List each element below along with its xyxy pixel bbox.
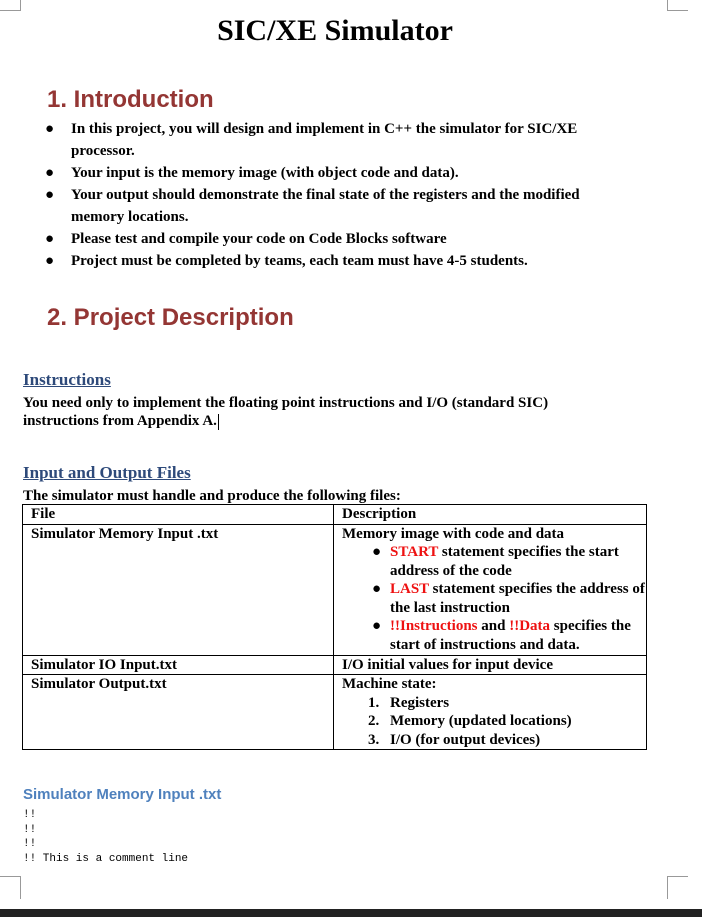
table-header-description: Description bbox=[334, 505, 647, 525]
introduction-bullets bbox=[45, 118, 635, 272]
project-description-heading: 2. Project Description bbox=[47, 304, 294, 331]
instructions-text: You need only to implement the floating point instructions and I/O (standard SIC) instructions from Appendix A. bbox=[23, 395, 549, 429]
list-item: ● !!Instructions and !!Data specifies the start of instructions and data. bbox=[372, 618, 631, 653]
crop-mark-bottom-right bbox=[667, 876, 688, 899]
description-text: Machine state: bbox=[342, 676, 437, 692]
bullet-icon: ● bbox=[45, 253, 55, 269]
table-row bbox=[23, 655, 647, 675]
list-item: ● Please test and compile your code on Code Blocks software bbox=[45, 228, 635, 250]
list-item: ● START statement specifies the start address of the code bbox=[372, 544, 619, 579]
crop-mark-top-left bbox=[0, 0, 21, 11]
document-title: SIC/XE Simulator bbox=[217, 14, 453, 47]
code-line: !! bbox=[23, 838, 37, 850]
table-cell-description bbox=[334, 675, 647, 750]
description-list bbox=[342, 543, 646, 654]
bullet-icon: ● bbox=[45, 121, 55, 137]
list-item: ● LAST statement specifies the address of the last instruction bbox=[372, 581, 645, 616]
table-cell-description: I/O initial values for input device bbox=[334, 655, 647, 675]
description-numbered-list bbox=[342, 694, 646, 750]
bullet-icon: ● bbox=[372, 581, 382, 597]
description-text: Memory image with code and data bbox=[342, 525, 565, 542]
list-item: ● Project must be completed by teams, each team must have 4-5 students. bbox=[45, 250, 635, 272]
list-item: 3. I/O (for output devices) bbox=[368, 731, 541, 748]
memory-input-heading: Simulator Memory Input .txt bbox=[23, 786, 222, 803]
instructions-heading: Instructions bbox=[23, 370, 111, 389]
table-header-file: File bbox=[23, 505, 334, 525]
list-item: 2. Memory (updated locations) bbox=[368, 713, 572, 729]
bullet-icon: ● bbox=[45, 187, 55, 203]
table-cell-description bbox=[334, 524, 647, 655]
bottom-bar bbox=[0, 909, 702, 917]
bullet-icon: ● bbox=[45, 165, 55, 181]
code-line: !! This is a comment line bbox=[23, 852, 189, 865]
table-cell-file: Simulator IO Input.txt bbox=[23, 655, 334, 675]
text-cursor bbox=[218, 414, 219, 430]
table-cell-file: Simulator Memory Input .txt bbox=[23, 524, 334, 655]
crop-mark-top-right bbox=[667, 0, 688, 11]
bullet-icon: ● bbox=[372, 544, 382, 560]
crop-mark-bottom-left bbox=[0, 876, 21, 899]
table-header-row bbox=[23, 505, 647, 525]
io-files-text: The simulator must handle and produce the following files: bbox=[23, 488, 401, 504]
bullet-icon: ● bbox=[372, 618, 382, 634]
code-block bbox=[23, 808, 188, 866]
files-table bbox=[22, 504, 647, 750]
list-item: ● Your output should demonstrate the final state of the registers and the modified memory locations. bbox=[45, 184, 635, 228]
table-row bbox=[23, 524, 647, 655]
table-row bbox=[23, 675, 647, 750]
list-item: ● Your input is the memory image (with object code and data). bbox=[45, 162, 635, 184]
list-item: 1. Registers bbox=[368, 694, 450, 711]
code-line: !! bbox=[23, 823, 37, 836]
bullet-icon: ● bbox=[45, 231, 55, 247]
introduction-heading: 1. Introduction bbox=[47, 86, 214, 113]
table-cell-file: Simulator Output.txt bbox=[23, 675, 334, 750]
code-line: !! bbox=[23, 809, 37, 821]
io-files-heading: Input and Output Files bbox=[23, 463, 191, 482]
list-item: ● In this project, you will design and implement in C++ the simulator for SIC/XE processor. bbox=[45, 118, 635, 162]
